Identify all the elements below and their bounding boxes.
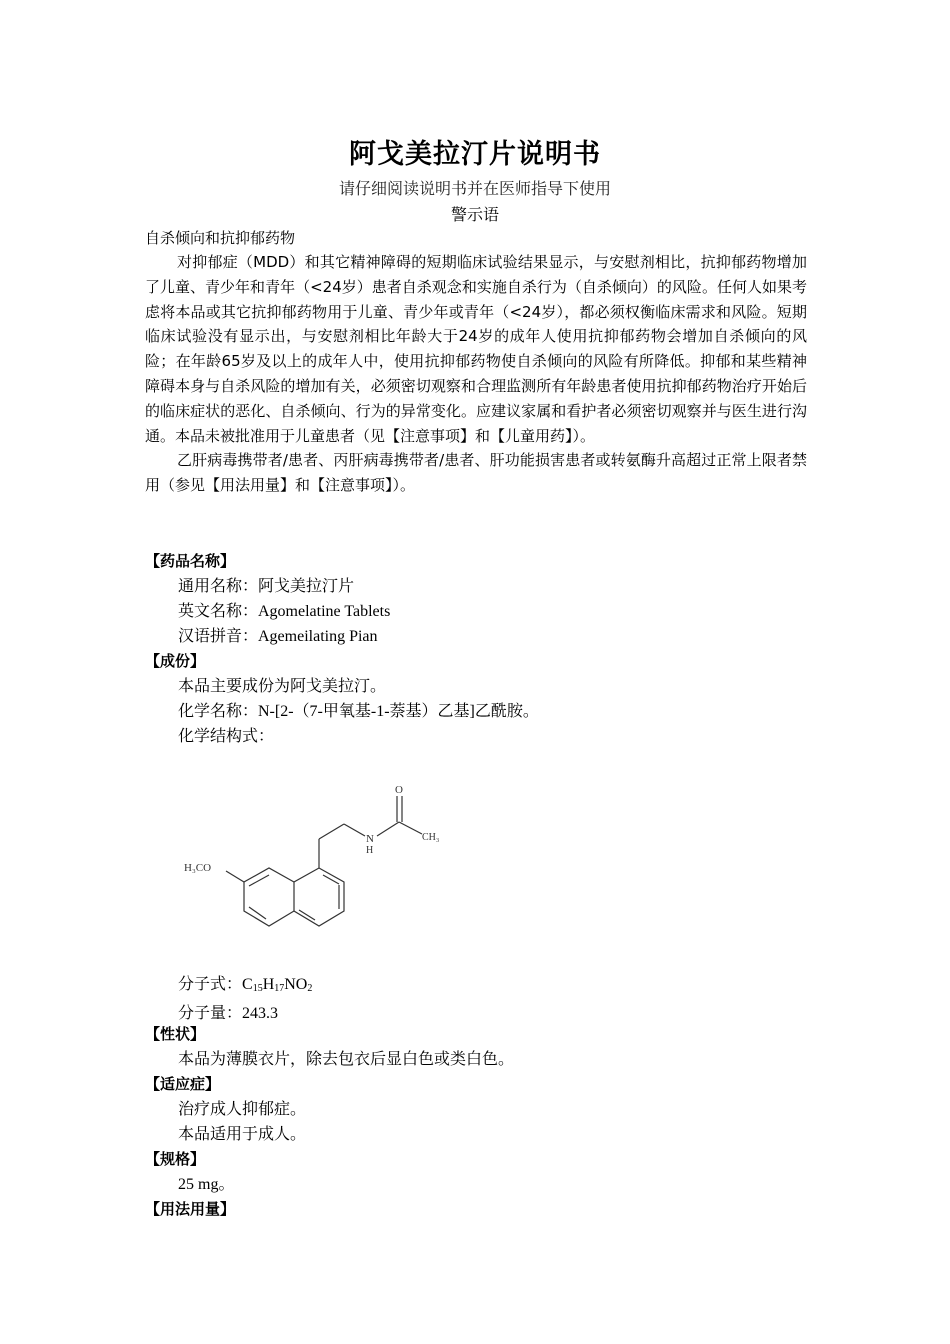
atom-label-nitrogen: N bbox=[366, 833, 374, 845]
atom-label-methoxy: H₃CO bbox=[184, 862, 212, 874]
atom-label-hydrogen: H bbox=[366, 845, 374, 856]
section-drug-name bbox=[145, 549, 807, 649]
description-text: 本品为薄膜衣片，除去包衣后显白色或类白色。 bbox=[178, 1051, 515, 1068]
section-heading: 【药品名称】 bbox=[145, 552, 236, 570]
chemical-structure-image bbox=[178, 776, 458, 946]
indication-line: 治疗成人抑郁症。 bbox=[178, 1101, 307, 1118]
section-description bbox=[145, 1022, 807, 1072]
indication-line: 本品适用于成人。 bbox=[178, 1126, 307, 1143]
section-heading: 【用法用量】 bbox=[145, 1200, 236, 1218]
molecular-weight: 分子量：243.3 bbox=[178, 1005, 279, 1022]
warning-heading: 警示语 bbox=[450, 205, 499, 224]
molecular-formula bbox=[178, 972, 312, 1026]
formula-element: H bbox=[262, 976, 275, 993]
formula-subscript: 17 bbox=[274, 983, 285, 994]
atom-label-oxygen: O bbox=[395, 784, 403, 796]
section-heading: 【适应症】 bbox=[145, 1075, 221, 1093]
generic-name: 通用名称：阿戈美拉汀片 bbox=[178, 578, 355, 595]
formula-subscript: 2 bbox=[307, 983, 313, 994]
composition-main: 本品主要成份为阿戈美拉汀。 bbox=[178, 678, 387, 695]
warning-paragraph: 对抑郁症（MDD）和其它精神障碍的短期临床试验结果显示，与安慰剂相比，抗抑郁药物增加了儿童、青少年和青年（<24岁）患者自杀观念和实施自杀行为（自杀倾向）的风险。任何人如果考虑将本品或其它抗抑郁药物用于儿童、青少年或青年（<24岁），都必须权衡临床需求和风险。短期临床试验没有显示出，与安慰剂相比年龄大于24岁的成年人使用抗抑郁药物会增加自杀倾向的风险；在年龄65岁及以上的成年人中，使用抗抑郁药物使自杀倾向的风险有所降低。抑郁和某些精神障碍本身与自杀风险的增加有关，必须密切观察和合理监测所有年龄患者使用抗抑郁药物治疗开始后的临床症状的恶化、自杀倾向、行为的异常变化。应建议家属和看护者必须密切观察并与医生进行沟通。本品未被批准用于儿童患者（见【注意事项】和【儿童用药】）。 bbox=[145, 253, 807, 445]
section-dosage bbox=[145, 1197, 807, 1222]
section-heading: 【成份】 bbox=[145, 652, 206, 670]
structure-bonds bbox=[226, 796, 422, 926]
formula-label: 分子式： bbox=[178, 976, 243, 993]
specification-text: 25 mg。 bbox=[178, 1176, 235, 1193]
document-title: 阿戈美拉汀片说明书 bbox=[349, 139, 601, 169]
document-subtitle: 请仔细阅读说明书并在医师指导下使用 bbox=[338, 181, 611, 198]
molecular-formula-line bbox=[178, 972, 312, 1001]
warning-topic: 自杀倾向和抗抑郁药物 bbox=[145, 229, 296, 247]
warning-block bbox=[145, 226, 807, 498]
section-specification bbox=[145, 1147, 807, 1197]
atom-label-methyl: CH₃ bbox=[422, 832, 440, 843]
warning-paragraph: 乙肝病毒携带者/患者、丙肝病毒携带者/患者、肝功能损害患者或转氨酶升高超过正常上限者禁用（参见【用法用量】和【注意事项】）。 bbox=[145, 451, 807, 495]
chemical-name: 化学名称：N-[2-（7-甲氧基-1-萘基）乙基]乙酰胺。 bbox=[178, 703, 539, 720]
section-heading: 【规格】 bbox=[145, 1150, 206, 1168]
section-indications bbox=[145, 1072, 807, 1147]
formula-element: NO bbox=[284, 976, 308, 993]
section-heading: 【性状】 bbox=[145, 1025, 206, 1043]
pinyin-name: 汉语拼音：Agemeilating Pian bbox=[178, 628, 378, 645]
english-name: 英文名称：Agomelatine Tablets bbox=[178, 603, 391, 620]
section-composition bbox=[145, 649, 807, 749]
formula-element: C bbox=[242, 976, 253, 993]
structure-label: 化学结构式： bbox=[178, 728, 275, 745]
formula-subscript: 15 bbox=[252, 983, 263, 994]
